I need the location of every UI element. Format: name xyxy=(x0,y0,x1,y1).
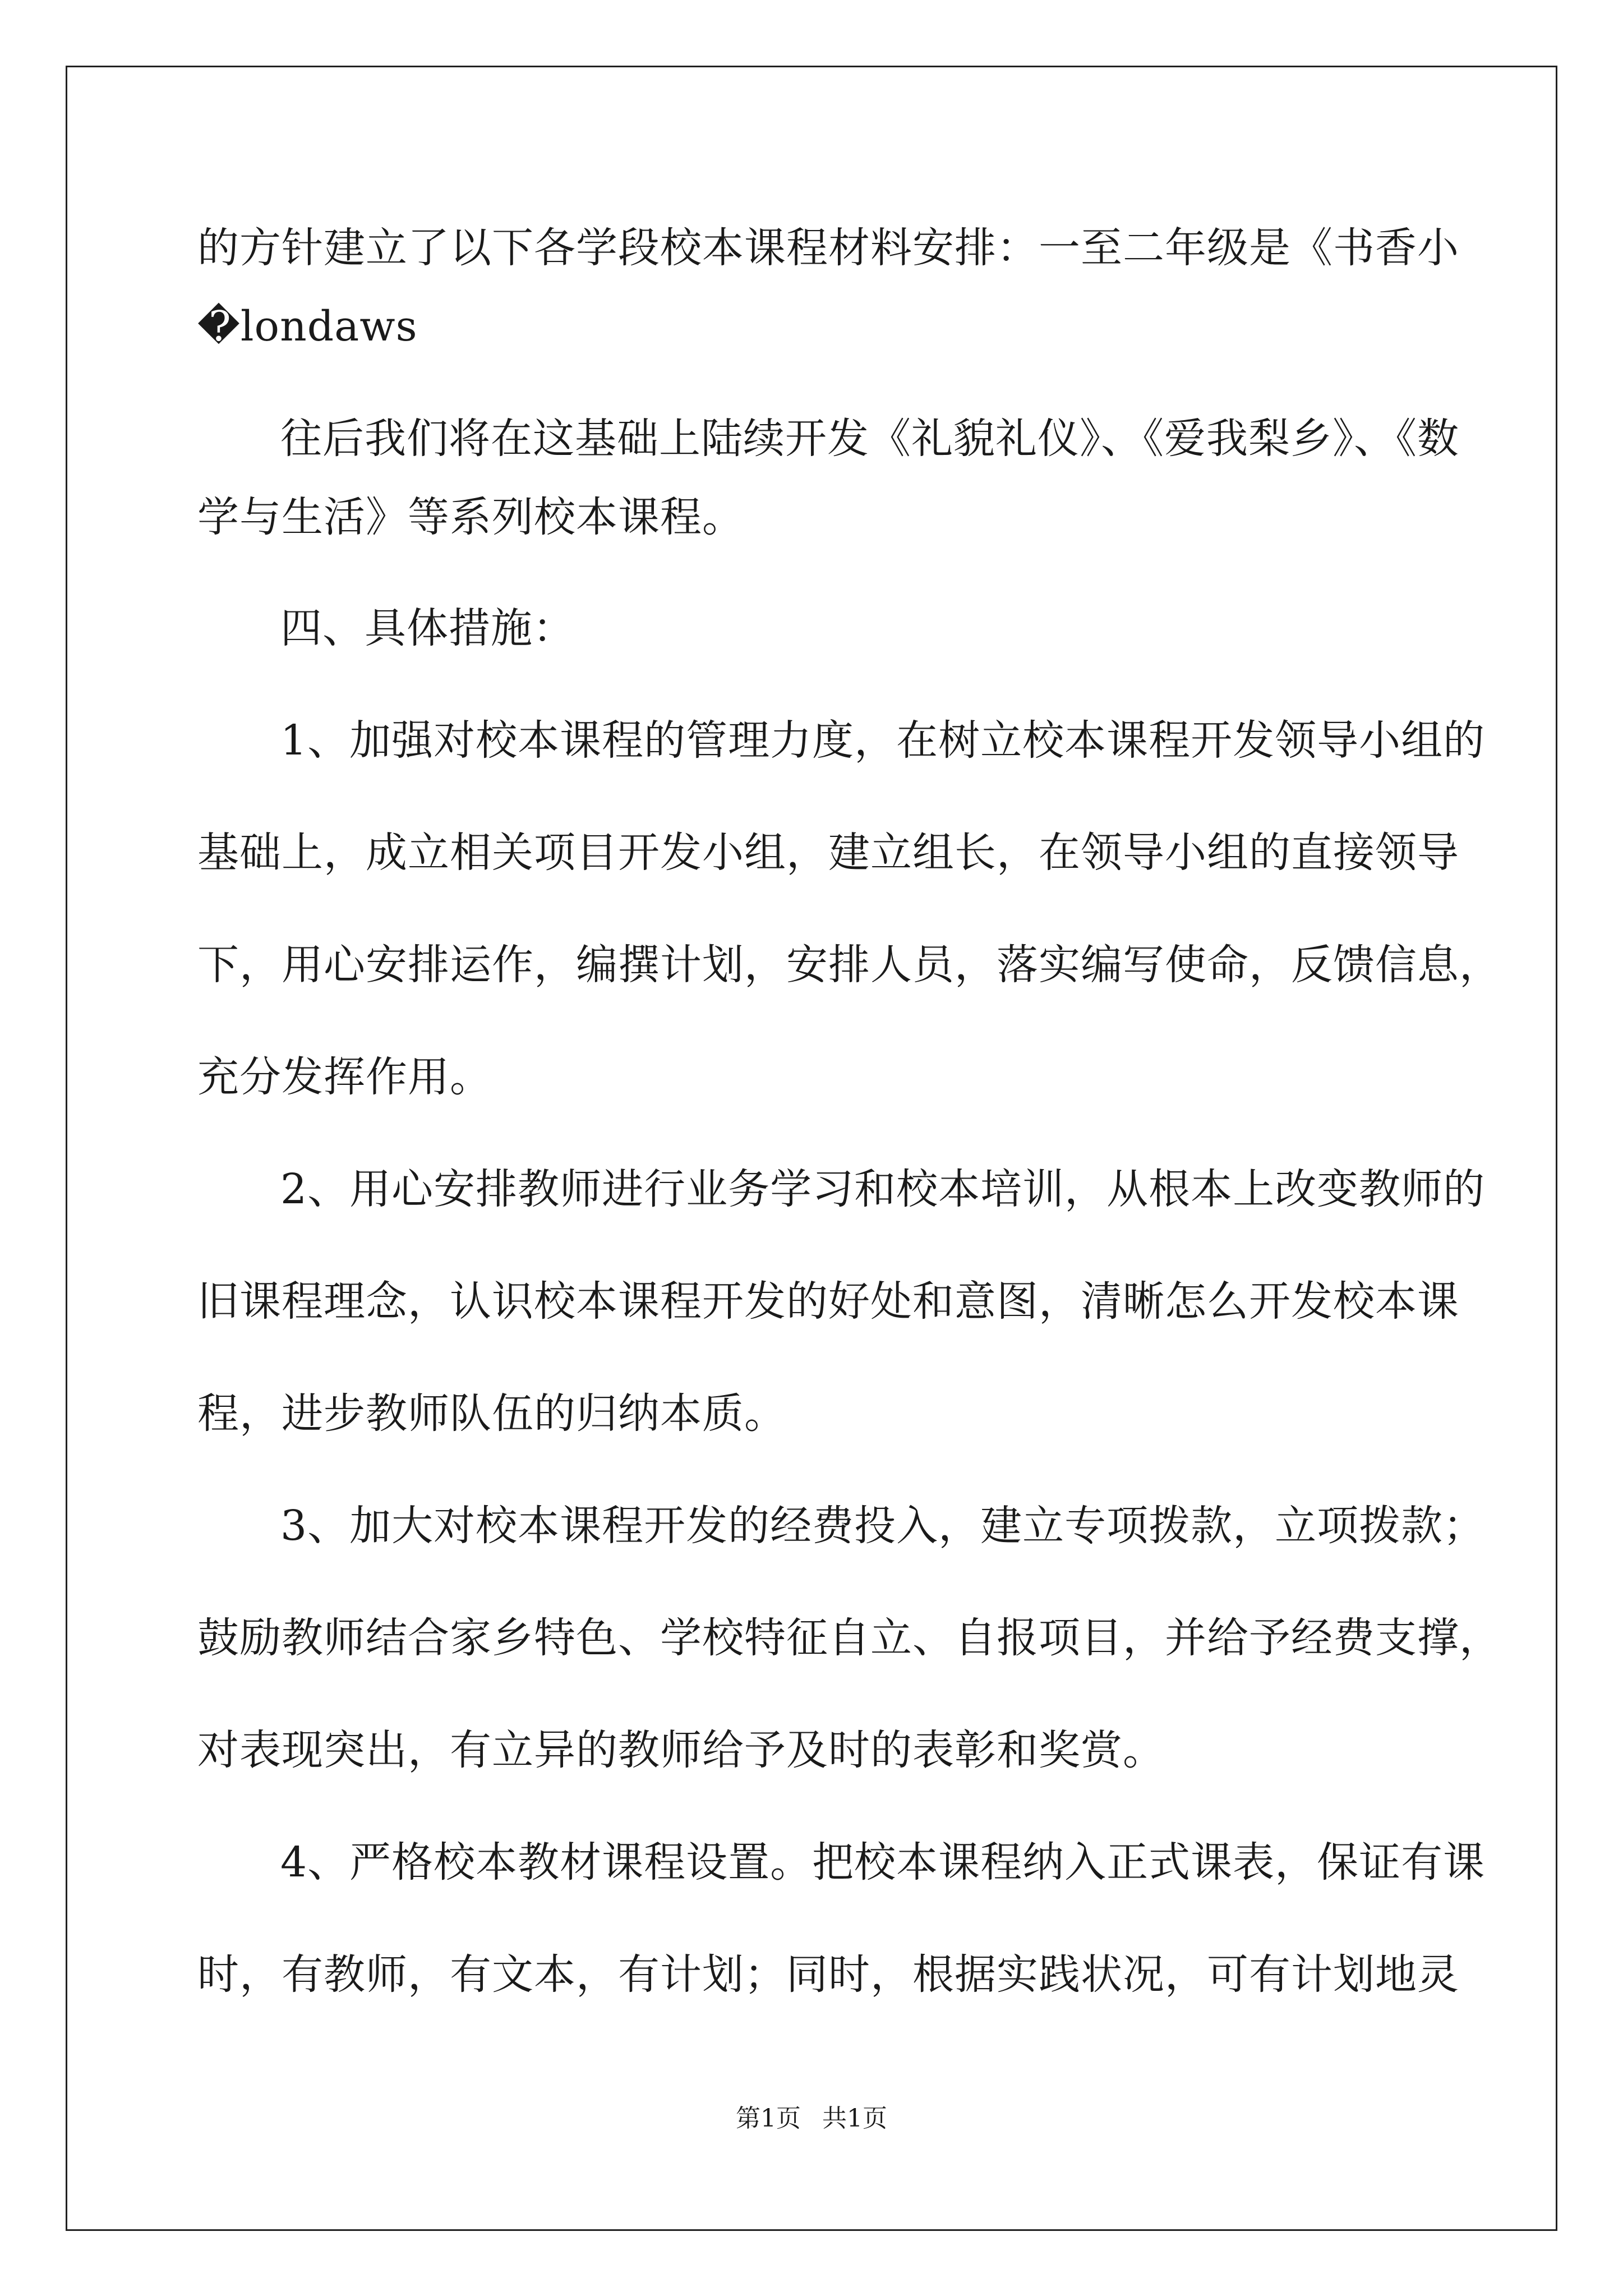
section-heading: 四、具体措施： xyxy=(280,604,575,652)
text-line: 基础上，成立相关项目开发小组，建立组长，在领导小组的直接领导 xyxy=(197,829,1459,877)
text-line: 对表现突出，有立异的教师给予及时的表彰和奖赏。 xyxy=(197,1726,1165,1774)
text-line: 3、加大对校本课程开发的经费投入，建立专项拨款，立项拨款； xyxy=(280,1502,1486,1550)
text-line: 程，进步教师队伍的归纳本质。 xyxy=(197,1389,786,1438)
text-line: 4、严格校本教材课程设置。把校本课程纳入正式课表，保证有课 xyxy=(280,1838,1486,1887)
text-line: 下，用心安排运作，编撰计划，安排人员，落实编写使命，反馈信息， xyxy=(197,941,1501,989)
text-line: 鼓励教师结合家乡特色、学校特征自立、自报项目，并给予经费支撑， xyxy=(197,1614,1501,1662)
page-total: 共1页 xyxy=(822,2104,887,2133)
text-line: 时，有教师，有文本，有计划；同时，根据实践状况，可有计划地灵 xyxy=(197,1950,1459,1999)
text-line: 充分发挥作用。 xyxy=(197,1053,492,1101)
text-line: 的方针建立了以下各学段校本课程材料安排：一至二年级是《书香小 xyxy=(197,224,1459,272)
text-line: �londaws xyxy=(197,302,418,351)
text-line: 往后我们将在这基础上陆续开发《礼貌礼仪》、《爱我梨乡》、《数 xyxy=(280,415,1459,463)
text-line: 学与生活》等系列校本课程。 xyxy=(197,493,744,541)
page-border xyxy=(66,66,1557,2231)
page-footer xyxy=(0,2098,1623,2134)
text-line: 1、加强对校本课程的管理力度，在树立校本课程开发领导小组的 xyxy=(280,716,1486,765)
text-line: 2、用心安排教师进行业务学习和校本培训，从根本上改变教师的 xyxy=(280,1165,1486,1213)
page-number: 第1页 xyxy=(736,2104,801,2133)
text-line: 旧课程理念，认识校本课程开发的好处和意图，清晰怎么开发校本课 xyxy=(197,1277,1459,1326)
